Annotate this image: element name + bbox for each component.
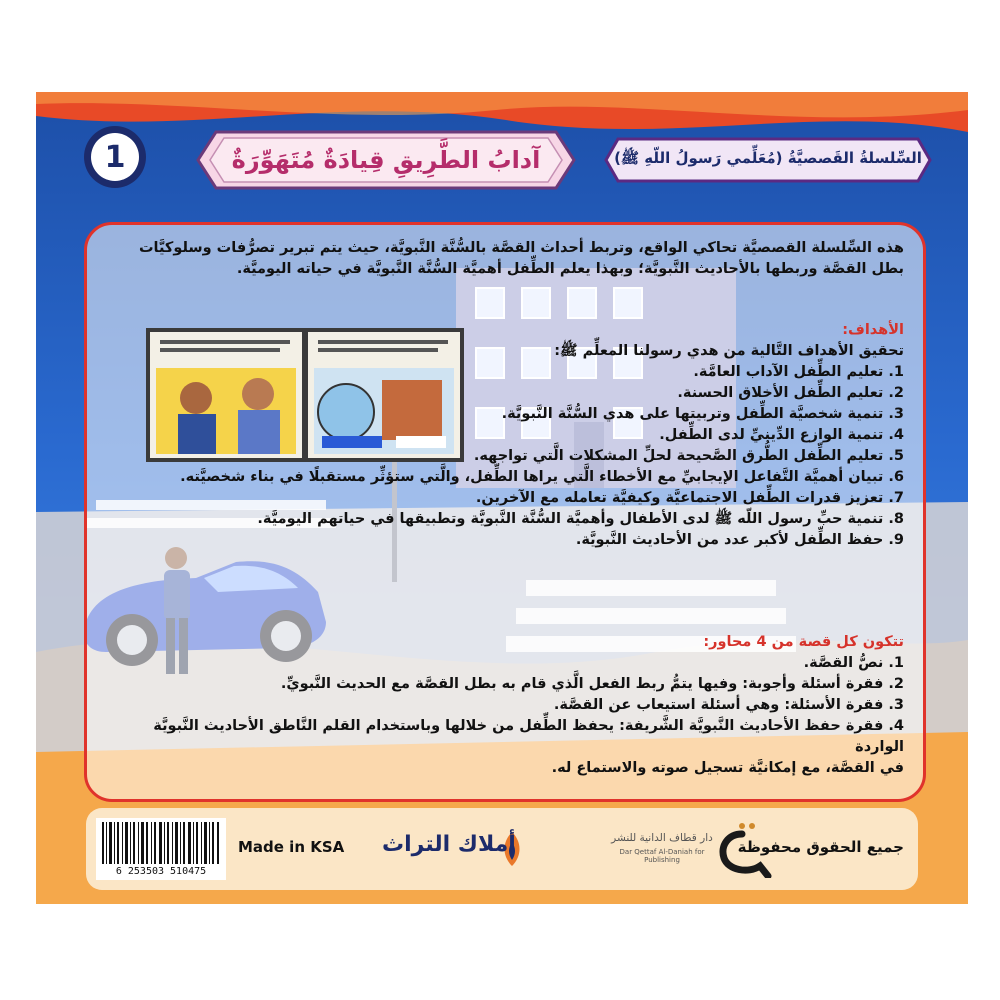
footer-bar bbox=[86, 808, 918, 890]
goal-item: 4. تنمية الوازع الدِّينيِّ لدى الطِّفل. bbox=[659, 427, 904, 443]
publisher-qitaf-arabic: دار قطاف الدانية للنشر bbox=[611, 832, 713, 844]
goal-item: 9. حفظ الطِّفل لأكبر عدد من الأحاديث النَّبويَّة. bbox=[575, 532, 904, 548]
book-title: آدابُ الطَّرِيقِ قِيادَةٌ مُتَهَوِّرَةٌ bbox=[231, 146, 541, 174]
book-back-cover bbox=[36, 92, 968, 904]
publisher-amlak: أملاك التراث bbox=[382, 832, 516, 857]
book-number-badge bbox=[84, 126, 146, 188]
part-item: 4. فقرة حفظ الأحاديث النَّبويَّة الشَّريفة: يحفظ الطِّفل من خلالها وباستخدام القلم النَّاطق الأحاديث النَّبويَّة الواردة bbox=[153, 718, 904, 755]
publisher-qitaf-english: Dar Qettaf Al-Daniah for Publishing bbox=[619, 848, 705, 864]
goal-item: 6. تبيان أهميَّة التَّفاعل الإيجابيِّ مع الأخطاء الَّتي يراها الطِّفل، والَّتي ستؤثِّر مستقبلًا في بناء شخصيَّته. bbox=[180, 469, 904, 485]
intro-line: هذه السِّلسلة القصصيَّة تحاكي الواقع، وتربط أحداث القصَّة بالسُّنَّة النَّبويَّة، حيث يتم تبرير تصرُّفات وسلوكيَّات bbox=[138, 240, 904, 256]
goal-item: 8. تنمية حبِّ رسول اللّه ﷺ لدى الأطفال وأهميَّة السُّنَّة النَّبويَّة وتطبيقها في حياتهم اليوميَّة. bbox=[257, 511, 904, 527]
part-item: 2. فقرة أسئلة وأجوبة: وفيها يتمُّ ربط الفعل الَّذي قام به بطل القصَّة مع الحديث النَّبويِّ. bbox=[280, 676, 904, 692]
goal-item: 1. تعليم الطِّفل الآداب العامَّة. bbox=[693, 364, 904, 380]
goal-item: 2. تعليم الطِّفل الأخلاق الحسنة. bbox=[677, 385, 904, 401]
made-in-label: Made in KSA bbox=[238, 838, 345, 856]
intro-paragraph bbox=[124, 238, 904, 280]
goal-item: 7. تعزيز قدرات الطِّفل الاجتماعيَّة وكيفيَّة تعامله مع الآخرين. bbox=[475, 490, 904, 506]
part-item: 3. فقرة الأسئلة: وهي أسئلة استيعاب عن القصَّة. bbox=[553, 697, 904, 713]
goals-lead: تحقيق الأهداف التَّالية من هدي رسولنا المعلِّم ﷺ: bbox=[554, 343, 904, 359]
goal-item: 3. تنمية شخصيَّة الطِّفل وتربيتها على هدي السُّنَّة النَّبويَّة. bbox=[501, 406, 904, 422]
goals-section bbox=[124, 320, 904, 551]
goals-heading: الأهداف: bbox=[842, 322, 904, 338]
part-item: 1. نصُّ القصَّة. bbox=[803, 655, 904, 671]
intro-line: بطل القصَّة وربطها بالأحاديث النَّبويَّة؛ وبهذا يعلم الطِّفل أهميَّة السُّنَّة النَّبويَّة في حياته اليوميَّة. bbox=[236, 261, 904, 277]
part-item: في القصَّة، مع إمكانيَّة تسجيل صوته والاستماع له. bbox=[551, 760, 904, 776]
book-number: 1 bbox=[91, 133, 139, 181]
rights-reserved: جميع الحقوق محفوظة bbox=[737, 838, 904, 856]
barcode-number: 6 253503 510475 bbox=[115, 866, 207, 877]
series-title: السِّلسلةُ القَصصيَّةُ (مُعَلِّمي رَسولُ اللّهِ ﷺ) bbox=[614, 149, 922, 167]
goal-item: 5. تعليم الطِّفل الطُّرق الصَّحيحة لحلِّ المشكلات الَّتي تواجهه. bbox=[473, 448, 904, 464]
parts-heading: تتكون كل قصة من 4 محاور: bbox=[703, 634, 904, 650]
parts-section bbox=[124, 632, 904, 779]
